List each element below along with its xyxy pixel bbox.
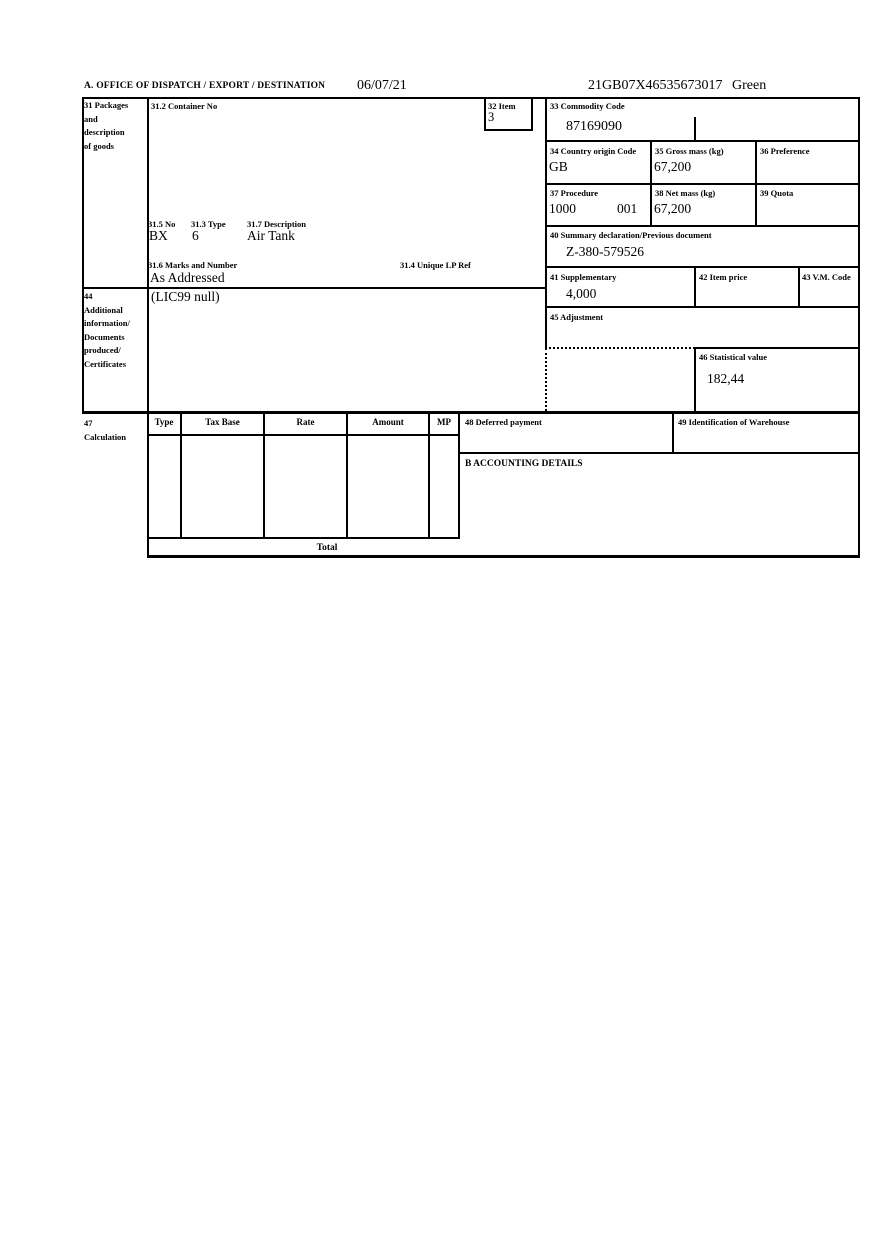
quota-label: 39 Quota: [760, 188, 794, 198]
calc-col-rate-header: Rate: [296, 417, 315, 427]
calc-header-bottom-line: [147, 434, 460, 436]
statistical-value-value: 182,44: [707, 371, 745, 386]
row48-bottom-line: [458, 452, 860, 454]
gross-mass-value: 67,200: [654, 159, 692, 174]
center-column-divider: [545, 97, 547, 348]
box44-label: 44 Additional information/ Documents produced/ Certificates: [84, 291, 130, 369]
row34-bottom-line: [545, 183, 860, 185]
box46-border-top: [694, 347, 860, 349]
package-no-label: 31.5 No: [148, 219, 176, 229]
commodity-code-subdivider: [694, 117, 696, 142]
col-41-42-divider: [694, 266, 696, 308]
item-number-value: 3: [488, 110, 495, 124]
calc-col-type-divider: [180, 413, 182, 539]
box47-label: 47 Calculation: [84, 418, 127, 442]
calc-col-taxbase-divider: [263, 413, 265, 539]
country-origin-label: 34 Country origin Code: [550, 146, 637, 156]
box46-dotted-top-line: [545, 347, 695, 349]
calc-table-border-right: [458, 413, 460, 539]
calc-col-taxbase-header: Tax Base: [205, 417, 240, 427]
declaration-date: 06/07/21: [357, 78, 407, 93]
commodity-code-value: 87169090: [566, 119, 622, 134]
statistical-value-label: 46 Statistical value: [699, 352, 767, 362]
calc-col-amount-header: Amount: [372, 417, 404, 427]
box32-border-bottom: [484, 129, 533, 131]
marks-and-number-value: As Addressed: [150, 270, 225, 285]
calc-col-type-header: Type: [154, 417, 174, 427]
office-of-dispatch-label: A. OFFICE OF DISPATCH / EXPORT / DESTINATION: [84, 81, 326, 91]
supplementary-label: 41 Supplementary: [550, 272, 617, 282]
supplementary-value: 4,000: [566, 286, 597, 301]
summary-declaration-value: Z-380-579526: [566, 244, 644, 259]
container-no-label: 31.2 Container No: [151, 101, 218, 111]
center-column-divider-dotted: [545, 348, 547, 411]
calc-body-bottom-line: [147, 537, 460, 539]
net-mass-label: 38 Net mass (kg): [655, 188, 716, 198]
box31-label: 31 Packages and description of goods: [84, 100, 129, 151]
row37-bottom-line: [545, 225, 860, 227]
package-description-value: Air Tank: [247, 228, 295, 243]
gross-mass-label: 35 Gross mass (kg): [655, 146, 724, 156]
package-no-value: BX: [149, 228, 168, 243]
deferred-payment-label: 48 Deferred payment: [465, 417, 542, 427]
package-description-label: 31.7 Description: [247, 219, 307, 229]
row33-bottom-line: [545, 140, 860, 142]
procedure-label: 37 Procedure: [550, 188, 599, 198]
commodity-code-label: 33 Commodity Code: [550, 101, 625, 111]
box46-border-left: [694, 347, 696, 413]
calc-col-amount-divider: [428, 413, 430, 539]
adjustment-label: 45 Adjustment: [550, 312, 604, 322]
country-origin-value: GB: [549, 159, 568, 174]
marks-and-number-label: 31.6 Marks and Number: [148, 260, 238, 270]
package-type-label: 31.3 Type: [191, 219, 226, 229]
declaration-reference: 21GB07X46535673017: [588, 78, 723, 93]
procedure-value-2: 001: [617, 201, 638, 216]
net-mass-value: 67,200: [654, 201, 692, 216]
package-type-value: 6: [192, 228, 199, 243]
accounting-details-label: B ACCOUNTING DETAILS: [465, 459, 583, 469]
vm-code-label: 43 V.M. Code: [802, 272, 851, 282]
row40-bottom-line: [545, 266, 860, 268]
form-border-top: [82, 97, 860, 99]
box32-border-left: [484, 97, 486, 131]
item-price-label: 42 Item price: [699, 272, 748, 282]
row41-bottom-line: [545, 306, 860, 308]
calc-col-rate-divider: [346, 413, 348, 539]
procedure-value-1: 1000: [549, 201, 576, 216]
additional-information-value: (LIC99 null): [151, 289, 220, 304]
calc-col-mp-header: MP: [437, 417, 451, 427]
form-border-right: [858, 97, 860, 558]
routing-status: Green: [732, 78, 767, 93]
warehouse-id-label: 49 Identification of Warehouse: [678, 417, 790, 427]
preference-label: 36 Preference: [760, 146, 810, 156]
label-column-divider: [147, 97, 149, 558]
form-border-bottom: [147, 555, 860, 558]
col-42-43-divider: [798, 266, 800, 308]
item-number-label: 32 Item: [488, 101, 516, 111]
col-48-49-divider: [672, 413, 674, 454]
calculation-section-divider: [82, 411, 860, 414]
unique-lp-ref-label: 31.4 Unique LP Ref: [400, 260, 471, 270]
box32-border-right: [531, 97, 533, 131]
summary-declaration-label: 40 Summary declaration/Previous document: [550, 230, 712, 240]
calc-total-label: Total: [316, 543, 338, 553]
